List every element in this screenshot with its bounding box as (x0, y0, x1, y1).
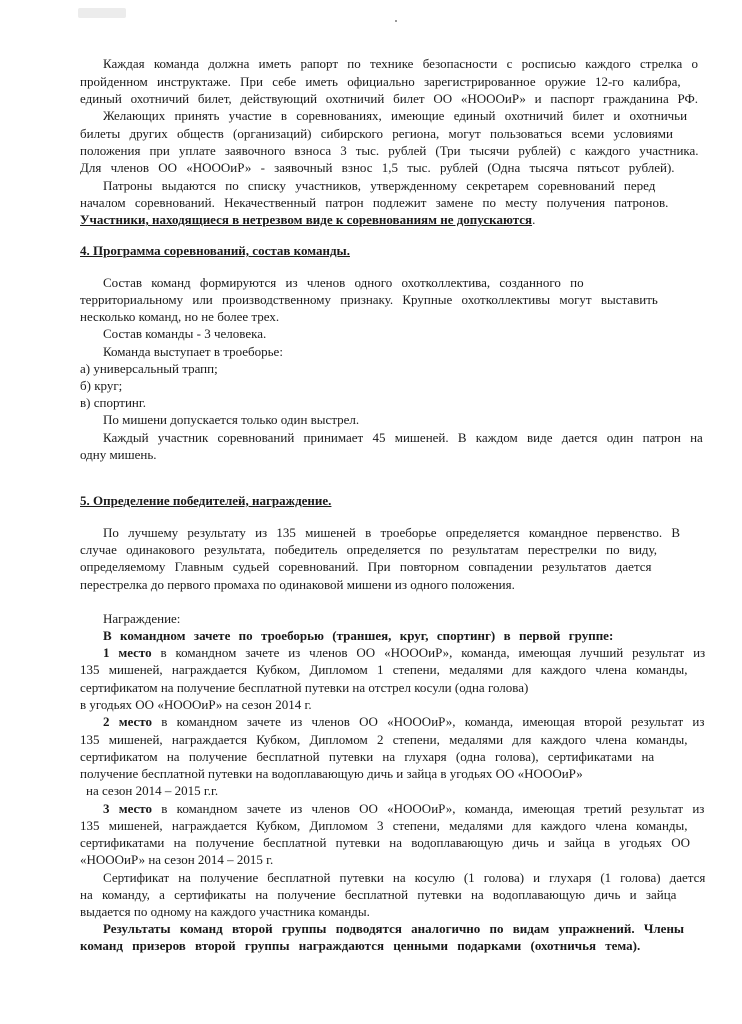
text-line (80, 125, 673, 142)
text-run: Патроны выдаются по списку участников, утвержденному секретарем соревнований перед (103, 178, 656, 193)
text-run: на команду, а сертификаты на получение бесплатной путевки на водоплавающую дичь и зайца (80, 887, 677, 902)
text-run: несколько команд, но не более трех. (80, 309, 280, 324)
text-line (80, 576, 515, 593)
text-run: б) круг; (80, 378, 123, 393)
text-run: единый охотничий билет, действующий охотничий билет ОО «НОООиР» и паспорт гражданина РФ. (80, 91, 698, 106)
text-run: 3 место (103, 801, 153, 816)
text-run: Состав команд формируются из членов одного охотколлектива, созданного по (103, 275, 584, 290)
text-run: 135 мишеней, награждается Кубком, Дипломом 1 степени, медалями для каждого члена команды, (80, 662, 688, 677)
text-run: одну мишень. (80, 447, 157, 462)
scan-dot (395, 20, 397, 22)
text-run: Состав команды - 3 человека. (103, 326, 267, 341)
text-line (80, 194, 668, 211)
text-line (80, 731, 688, 748)
text-line (103, 610, 180, 627)
text-run: Награждение: (103, 611, 181, 626)
text-run: территориальному или производственному признаку. Крупные охотколлективы могут выставить (80, 292, 658, 307)
text-line (80, 446, 157, 463)
text-line (80, 308, 279, 325)
text-line (80, 558, 652, 575)
text-line (80, 851, 273, 868)
text-run: а) универсальный трапп; (80, 361, 218, 376)
text-run: По мишени допускается только один выстрел. (103, 412, 360, 427)
text-line (80, 661, 688, 678)
text-run: 5. Определение победителей, награждение. (80, 493, 332, 508)
text-line (103, 343, 283, 360)
text-line (103, 107, 687, 124)
text-line (103, 713, 705, 730)
text-line (103, 55, 698, 72)
text-line (103, 644, 705, 661)
text-line (80, 886, 676, 903)
text-run: в угодьях ОО «НОООиР» на сезон 2014 г. (80, 697, 312, 712)
text-line (80, 90, 698, 107)
text-run: . (532, 212, 536, 227)
text-run: положения при уплате заявочного взноса 3 тыс. рублей (Три тысячи рублей) с каждого участника. (80, 143, 699, 158)
text-line (80, 394, 146, 411)
text-line (103, 325, 266, 342)
text-run: Каждая команда должна иметь рапорт по технике безопасности с росписью каждого стрелка о (103, 56, 699, 71)
text-line (103, 274, 584, 291)
text-run: в командном зачете из членов ОО «НОООиР», команда, имеющая третий результат из (152, 801, 705, 816)
text-run: «НОООиР» на сезон 2014 – 2015 г. (80, 852, 274, 867)
text-run: началом соревнований. Некачественный патрон подлежит замене по месту получения патронов. (80, 195, 669, 210)
text-run: определяемому Главным судьей соревнований. При повторном совпадении результатов дается (80, 559, 652, 574)
text-line (86, 782, 218, 799)
text-line (103, 429, 703, 446)
text-line (80, 541, 657, 558)
text-run: Желающих принять участие в соревнованиях, имеющие единый охотничий билет и охотничьи (103, 108, 688, 123)
text-line (80, 73, 681, 90)
text-run: 4. Программа соревнований, состав команды. (80, 243, 350, 258)
text-run: пройденном инструктаже. При себе иметь официально зарегистрированное оружие 12-го калибра, (80, 74, 681, 89)
text-line (80, 377, 122, 394)
text-run: По лучшему результату из 135 мишеней в троеборье определяется командное первенство. В (103, 525, 681, 540)
text-run: сертификатом на получение бесплатной путевки на глухаря (одна голова), сертификатами на (80, 749, 655, 764)
text-line (80, 242, 350, 259)
text-line (80, 159, 675, 176)
text-run: выдается по одному на каждого участника команды. (80, 904, 370, 919)
text-line (80, 492, 331, 509)
text-run: в командном зачете из членов ОО «НОООиР», команда, имеющая второй результат из (152, 714, 705, 729)
text-line (80, 765, 583, 782)
text-run: 135 мишеней, награждается Кубком, Дипломом 3 степени, медалями для каждого члена команды, (80, 818, 688, 833)
text-run: 135 мишеней, награждается Кубком, Дипломом 2 степени, медалями для каждого члена команды, (80, 732, 688, 747)
text-run: билеты других обществ (организаций) сибирского региона, могут пользоваться всеми условиями (80, 126, 673, 141)
text-run: Для членов ОО «НОООиР» - заявочный взнос 1,5 тыс. рублей (Одна тысяча пятьсот рублей). (80, 160, 675, 175)
text-line (103, 869, 705, 886)
text-line (80, 679, 528, 696)
text-line (80, 937, 640, 954)
text-run: перестрелка до первого промаха по одинаковой мишени из одного положения. (80, 577, 515, 592)
text-run: Каждый участник соревнований принимает 45 мишеней. В каждом виде дается один патрон на (103, 430, 703, 445)
text-run: на сезон 2014 – 2015 г.г. (86, 783, 219, 798)
text-run: в) спортинг. (80, 395, 146, 410)
text-line (103, 524, 680, 541)
scan-smudge (78, 8, 126, 18)
text-line (80, 211, 535, 228)
text-line (103, 920, 684, 937)
text-line (80, 142, 699, 159)
text-line (80, 748, 654, 765)
text-run: Команда выступает в троеборье: (103, 344, 283, 359)
text-run: в командном зачете из членов ОО «НОООиР», команда, имеющая лучший результат из (151, 645, 706, 660)
text-line (103, 800, 704, 817)
text-line (80, 834, 690, 851)
text-line (80, 291, 658, 308)
text-line (103, 177, 655, 194)
text-run: 2 место (103, 714, 153, 729)
text-run: В командном зачете по троеборью (траншея, круг, спортинг) в первой группе: (103, 628, 614, 643)
text-line (103, 627, 613, 644)
text-run: 1 место (103, 645, 152, 660)
text-line (80, 360, 218, 377)
text-run: Результаты команд второй группы подводятся аналогично по видам упражнений. Члены (103, 921, 685, 936)
text-line (80, 903, 370, 920)
text-line (103, 411, 359, 428)
text-run: случае одинакового результата, победитель определяется по результатам перестрелки по виду, (80, 542, 657, 557)
text-run: Участники, находящиеся в нетрезвом виде к соревнованиям не допускаются (80, 212, 533, 227)
text-run: Сертификат на получение бесплатной путевки на косулю (1 голова) и глухаря (1 голова) дается (103, 870, 706, 885)
text-line (80, 696, 312, 713)
text-run: сертификатом на получение бесплатной путевки на отстрел косули (одна голова) (80, 680, 529, 695)
text-run: команд призеров второй группы награждаются ценными подарками (охотничья тема). (80, 938, 641, 953)
text-line (80, 817, 688, 834)
text-run: сертификатами на получение бесплатной путевки на водоплавающую дичь и зайца в угодьях ОО (80, 835, 691, 850)
text-run: получение бесплатной путевки на водоплавающую дичь и зайца в угодьях ОО «НОООиР» (80, 766, 583, 781)
